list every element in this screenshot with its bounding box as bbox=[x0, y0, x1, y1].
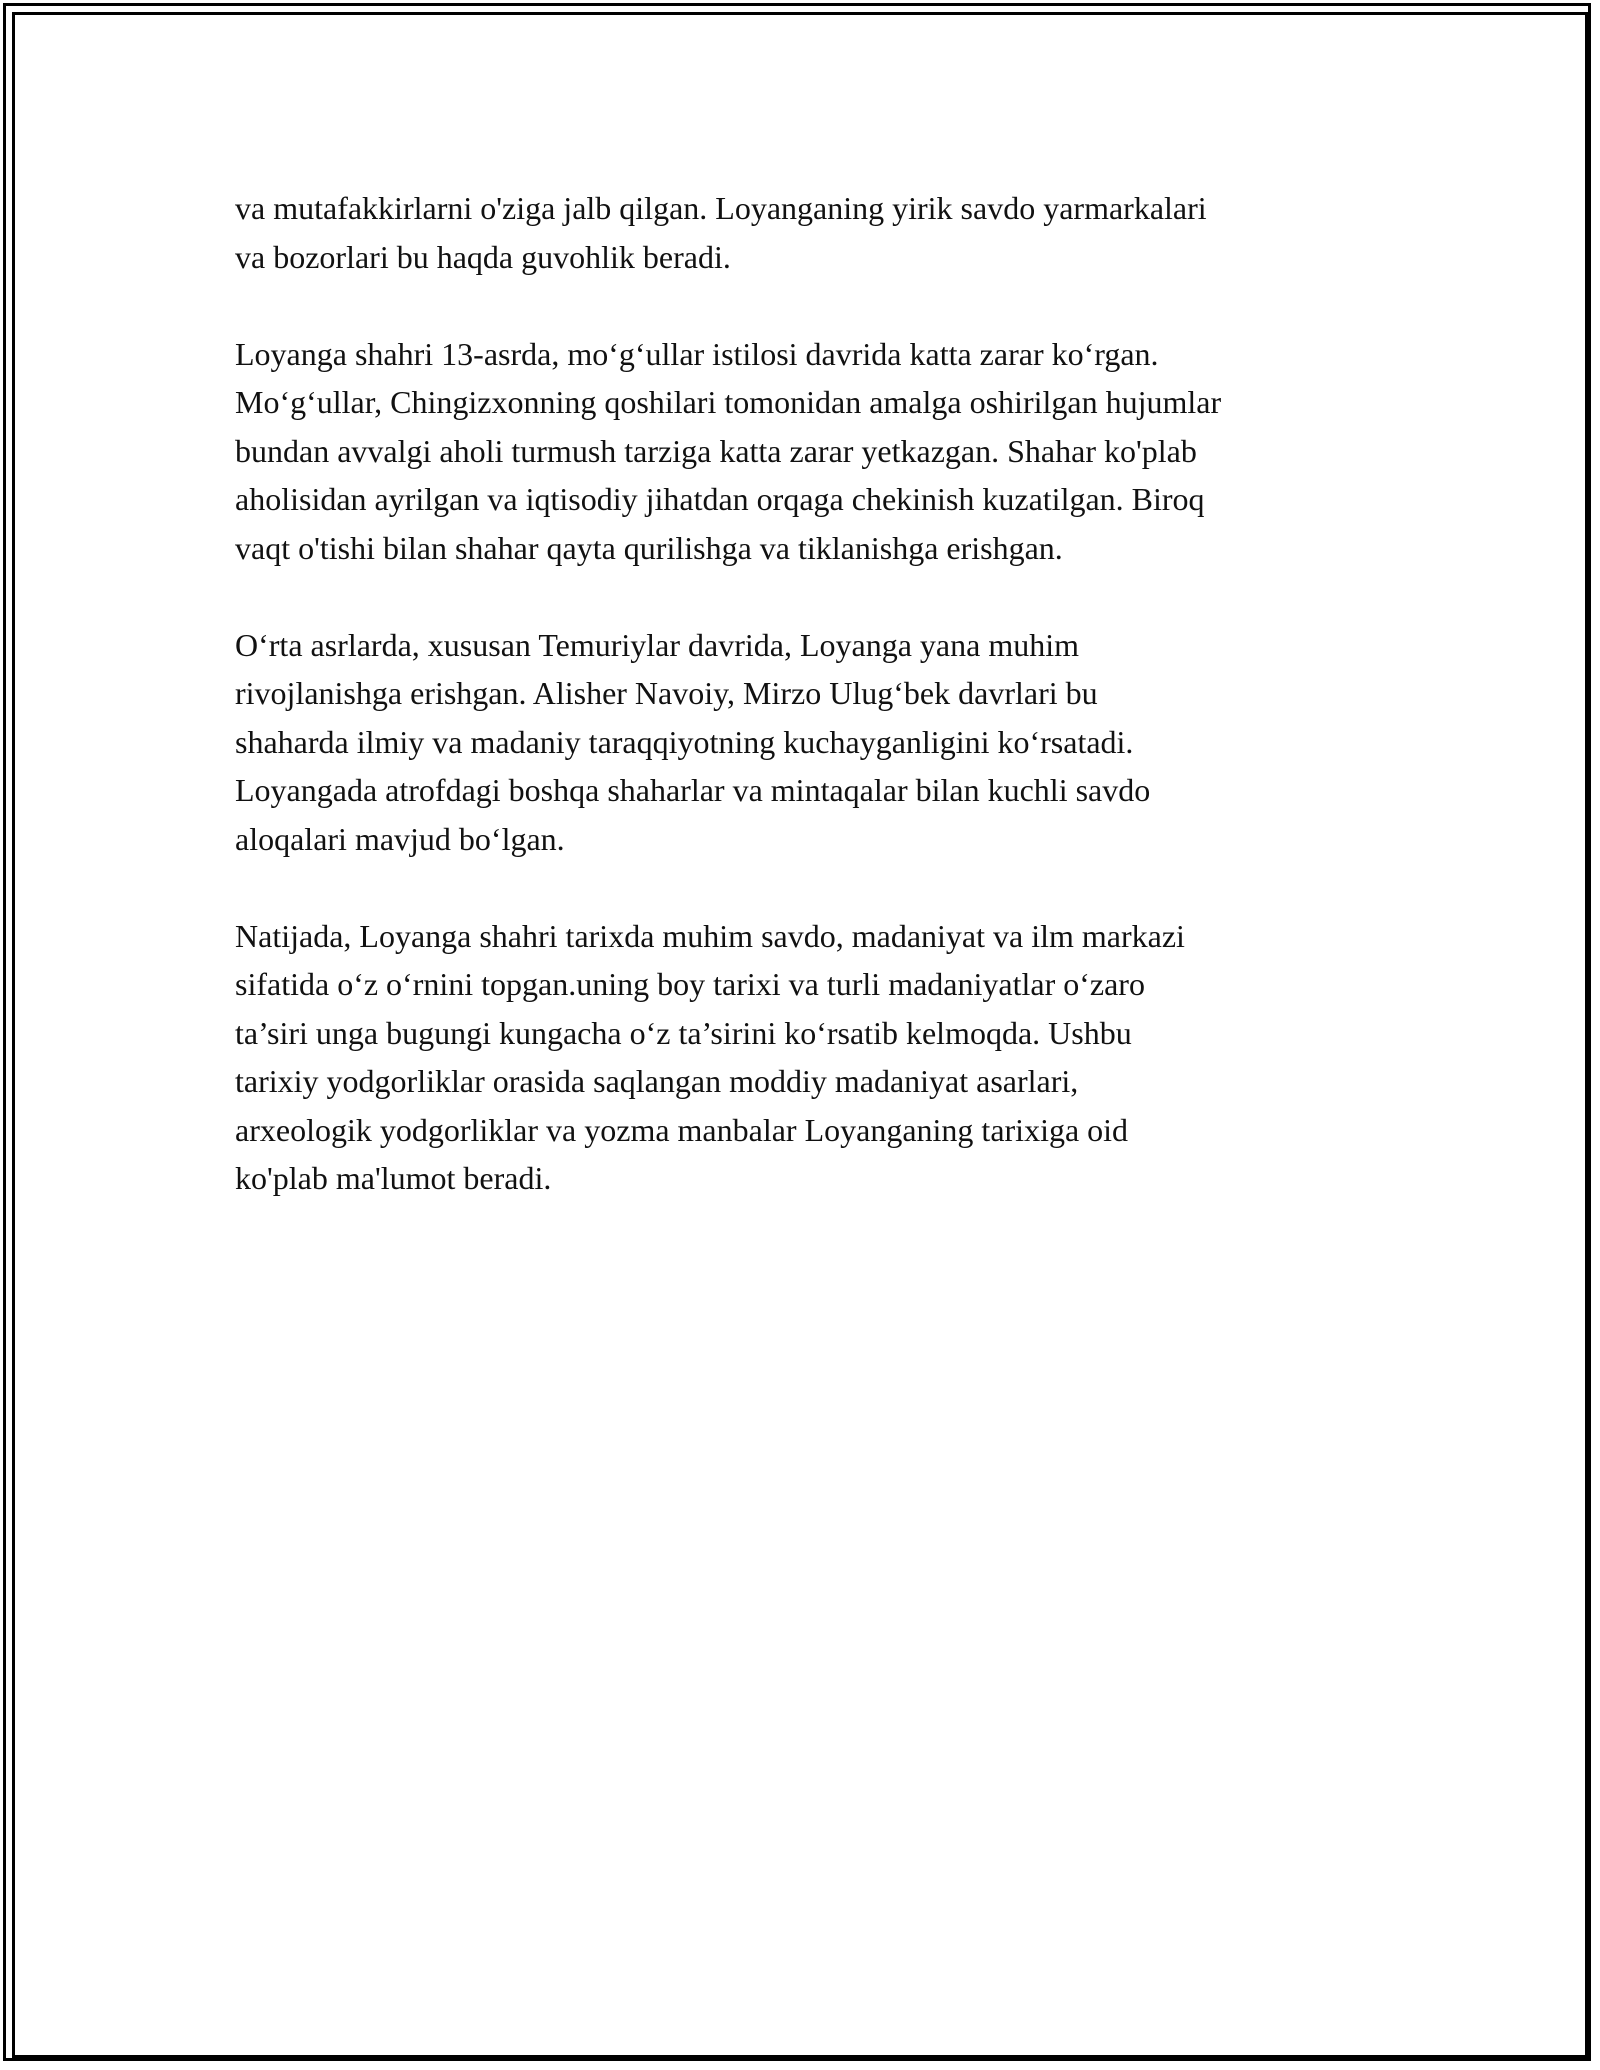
text-line: va bozorlari bu haqda guvohlik beradi. bbox=[235, 238, 731, 275]
text-line: Mo‘g‘ullar, Chingizxonning qoshilari tomonidan amalga oshirilgan hujumlar bbox=[235, 384, 1222, 420]
paragraph-4 bbox=[235, 912, 1395, 1203]
text-line: va mutafakkirlarni o'ziga jalb qilgan. Loyanganing yirik savdo yarmarkalari bbox=[235, 190, 1207, 226]
text-line: vaqt o'tishi bilan shahar qayta qurilishga va tiklanishga erishgan. bbox=[235, 529, 1063, 566]
text-line: arxeologik yodgorliklar va yozma manbalar Loyanganing tarixiga oid bbox=[235, 1111, 1129, 1148]
paragraph-2 bbox=[235, 330, 1395, 573]
paragraph-1 bbox=[235, 184, 1395, 281]
text-line: aholisidan ayrilgan va iqtisodiy jihatdan orqaga chekinish kuzatilgan. Biroq bbox=[235, 481, 1205, 517]
document-body bbox=[235, 184, 1395, 1251]
text-line: sifatida o‘z o‘rnini topgan.uning boy tarixi va turli madaniyatlar o‘zaro bbox=[235, 966, 1145, 1002]
text-line: bundan avvalgi aholi turmush tarziga katta zarar yetkazgan. Shahar ko'plab bbox=[235, 432, 1197, 469]
text-line: tarixiy yodgorliklar orasida saqlangan moddiy madaniyat asarlari, bbox=[235, 1063, 1079, 1099]
text-line: ko'plab ma'lumot beradi. bbox=[235, 1160, 552, 1196]
text-line: Natijada, Loyanga shahri tarixda muhim savdo, madaniyat va ilm markazi bbox=[235, 917, 1185, 954]
text-line: rivojlanishga erishgan. Alisher Navoiy, Mirzo Ulug‘bek davrlari bu bbox=[235, 675, 1098, 711]
text-line: shaharda ilmiy va madaniy taraqqiyotning kuchayganligini ko‘rsatadi. bbox=[235, 723, 1134, 760]
text-line: Loyanga shahri 13-asrda, mo‘g‘ullar istilosi davrida katta zarar ko‘rgan. bbox=[235, 335, 1159, 372]
text-line: O‘rta asrlarda, xususan Temuriylar davrida, Loyanga yana muhim bbox=[235, 626, 1079, 663]
text-line: ta’siri unga bugungi kungacha o‘z ta’sirini ko‘rsatib kelmoqda. Ushbu bbox=[235, 1014, 1132, 1051]
text-line: Loyangada atrofdagi boshqa shaharlar va mintaqalar bilan kuchli savdo bbox=[235, 772, 1151, 808]
paragraph-3 bbox=[235, 621, 1395, 864]
text-line: aloqalari mavjud bo‘lgan. bbox=[235, 820, 565, 857]
